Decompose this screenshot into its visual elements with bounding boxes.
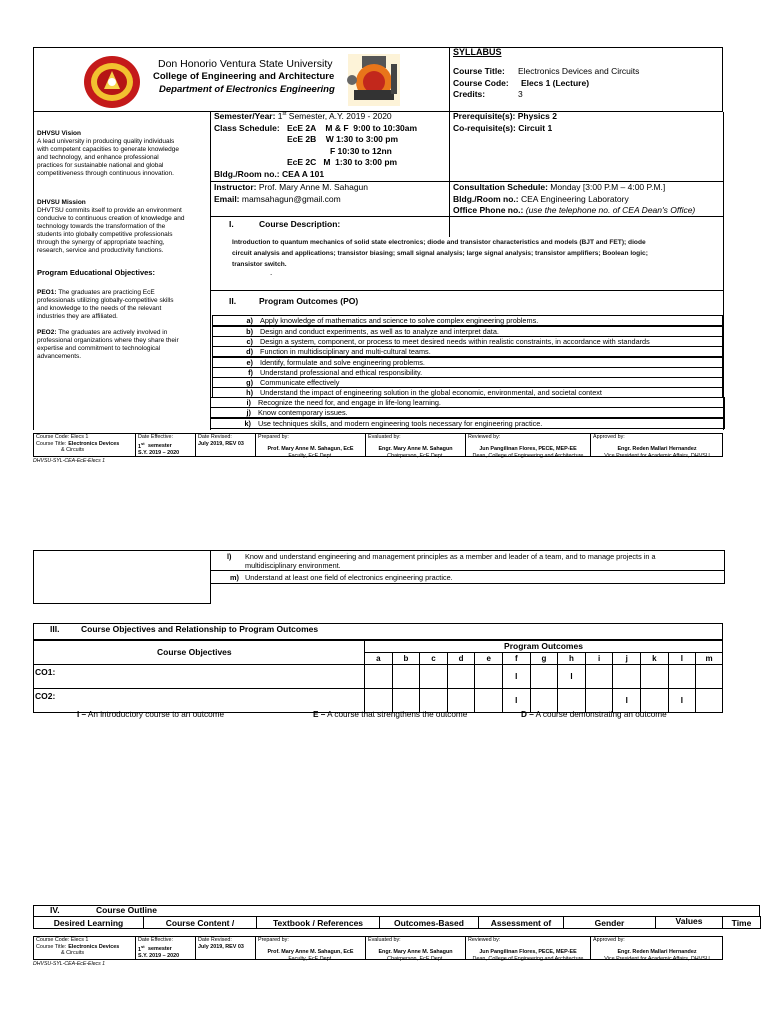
footer-text: Prof. Mary Anne M. Sahagun, EcE xyxy=(267,948,354,955)
footer-text: Jun Pangilinan Flores, PECE, MEP-EE xyxy=(479,445,577,452)
syllabus-heading: SYLLABUS xyxy=(453,47,502,57)
co-mark-cell xyxy=(695,664,723,689)
footer-line xyxy=(468,434,588,441)
po-letter-k: k xyxy=(640,652,669,665)
schedule-ece2b-fri: F 10:30 to 12nn xyxy=(330,146,392,156)
footer-cell xyxy=(468,937,588,962)
footer-text: Engr. Reden Mallari Hernandez xyxy=(617,948,697,955)
footer-text: Engr. Mary Anne M. Sahagun xyxy=(378,948,453,955)
footer-page-2 xyxy=(33,936,723,966)
office-phone-line: Office Phone no.: (use the telephone no. of CEA Dean's Office) xyxy=(453,205,696,215)
footer-text: S.Y. 2019 – 2020 xyxy=(138,952,180,959)
co-mark-cell xyxy=(474,664,503,689)
footer-text: Date Effective: xyxy=(138,434,173,440)
footer-text: Evaluated by: xyxy=(368,937,401,943)
po-letter-m: m xyxy=(695,652,723,665)
footer-line xyxy=(36,447,119,454)
po-letter-b: b xyxy=(392,652,421,665)
po-l-letter: l) xyxy=(227,552,232,561)
course-description-title: Course Description: xyxy=(259,219,341,229)
footer-line xyxy=(593,453,721,460)
po-letter-d: d xyxy=(447,652,476,665)
footer-line xyxy=(258,446,363,453)
program-outcome-text: Understand professional and ethical responsibility. xyxy=(260,368,423,377)
co-mark-cell: I xyxy=(502,688,531,713)
peo2-text: PEO2: The graduates are actively involved in professional organizations where they share their expertise and commitment to technological advancements. xyxy=(37,329,179,360)
course-outline-col-header: Gender xyxy=(563,916,656,929)
footer-line xyxy=(258,949,363,956)
legend xyxy=(33,710,723,720)
legend-strengthens: E – A course that strengthens the outcome xyxy=(313,710,468,719)
program-outcome-text: Identify, formulate and solve engineering problems. xyxy=(260,358,425,367)
footer-line xyxy=(36,944,119,951)
footer-line xyxy=(138,434,179,441)
co-mark-cell: I xyxy=(502,664,531,689)
university-name: Don Honorio Ventura State University xyxy=(158,58,333,70)
peo1-text: PEO1: The graduates are practicing EcE professionals utilizing globally-competitive skills and knowledge to the needs of the relevant industries they are affiliated. xyxy=(37,289,174,320)
footer-text: Date Effective: xyxy=(138,937,173,943)
po-letter-a: a xyxy=(364,652,393,665)
footer-cell xyxy=(138,937,179,960)
footer-line xyxy=(368,434,463,441)
credits-value: 3 xyxy=(518,89,523,99)
program-outcome-text: Function in multidisciplinary and multi-cultural teams. xyxy=(260,347,431,356)
footer-line xyxy=(368,453,463,460)
footer-line xyxy=(258,434,363,441)
footer-line xyxy=(36,441,119,448)
footer-cell xyxy=(258,937,363,962)
footer-cell xyxy=(593,937,721,962)
footer-line xyxy=(593,446,721,453)
footer-cell xyxy=(198,434,244,447)
course-outline-num: IV. xyxy=(50,905,60,915)
footer-line xyxy=(198,441,244,448)
schedule-ece2c: EcE 2C M 1:30 to 3:00 pm xyxy=(287,157,398,167)
footer-line xyxy=(593,949,721,956)
program-outcome-row xyxy=(212,315,723,326)
program-outcome-text: Recognize the need for, and engage in life-long learning. xyxy=(258,398,441,407)
program-outcome-row xyxy=(210,407,725,418)
co-mark-cell xyxy=(419,664,448,689)
college-name: College of Engineering and Architecture xyxy=(153,71,335,82)
vision-title: DHVSU Vision xyxy=(37,130,81,137)
footer-text: Reviewed by: xyxy=(468,937,501,943)
footer-sup: st xyxy=(141,943,145,949)
consultation-line: Consultation Schedule: Monday [3:00 P.M – 4:00 P.M.] xyxy=(453,182,666,192)
document-code: DHVSU-SYL-CEA-EcE-Elecs 1 xyxy=(33,961,106,967)
po-letter-f: f xyxy=(502,652,531,665)
footer-text: Course Code: Elecs 1 xyxy=(36,937,89,943)
footer-cell xyxy=(36,434,119,454)
footer-line xyxy=(36,937,119,944)
footer-text: Prof. Mary Anne M. Sahagun, EcE xyxy=(267,445,354,452)
co-row-label-cell xyxy=(33,664,365,689)
po-letter-c: c xyxy=(419,652,448,665)
course-outline-col-header: Time xyxy=(722,916,761,929)
program-outcome-letter: c) xyxy=(246,337,253,346)
footer-text: 1 xyxy=(138,443,141,450)
footer-text: semester xyxy=(146,443,172,450)
program-outcome-letter: i) xyxy=(246,398,251,407)
co-mark-cell xyxy=(612,664,641,689)
footer-line xyxy=(468,956,588,963)
course-description-text: Introduction to quantum mechanics of solid state electronics; diode and transistor characteristics and models (BJT and FET); diode circuit analysis and applications; transistor biasing; small signal analysis; large signal analysis; transistor amplifiers; Boolean logic; transistor switch. xyxy=(232,239,648,268)
footer-line xyxy=(258,453,363,460)
program-outcome-text: Know contemporary issues. xyxy=(258,408,348,417)
footer-line xyxy=(593,937,721,944)
corequisite: Co-requisite(s): Circuit 1 xyxy=(453,123,553,133)
footer-text: Dean, College of Engineering and Architecture xyxy=(472,955,584,962)
footer-cell xyxy=(36,937,119,957)
footer-text: Engr. Mary Anne M. Sahagun xyxy=(378,445,453,452)
footer-text: Chairperson, EcE Dept. xyxy=(387,452,444,459)
footer-line xyxy=(138,450,179,457)
program-outcomes-title: Program Outcomes (PO) xyxy=(259,296,359,306)
co-row-label: CO2: xyxy=(35,691,56,701)
footer-sup: st xyxy=(141,440,145,446)
footer-line xyxy=(138,441,179,450)
program-outcome-text: Communicate effectively xyxy=(260,378,340,387)
program-outcome-letter: k) xyxy=(244,419,251,428)
footer-text: Faculty, EcE Dept. xyxy=(288,955,333,962)
footer-line xyxy=(258,956,363,963)
course-objectives-title: Course Objectives and Relationship to Program Outcomes xyxy=(81,624,319,634)
footer-line xyxy=(368,949,463,956)
footer-line xyxy=(468,937,588,944)
po-letter-g: g xyxy=(530,652,559,665)
department-name: Department of Electronics Engineering xyxy=(159,84,335,95)
legend-introductory: I – An introductory course to an outcome xyxy=(77,710,225,719)
footer-text: Evaluated by: xyxy=(368,434,401,440)
footer-cell xyxy=(368,937,463,962)
course-outline-col-header: Textbook / References xyxy=(256,916,380,929)
footer-text: Approved by: xyxy=(593,937,625,943)
footer-cell xyxy=(258,434,363,459)
engineering-logo xyxy=(342,50,406,110)
course-outline-col-header: Values xyxy=(655,916,723,929)
footer-text: Vice President for Academic Affairs, DHVSU xyxy=(604,452,710,459)
co-row-label: CO1: xyxy=(35,667,56,677)
footer-text: Reviewed by: xyxy=(468,434,501,440)
footer-cell xyxy=(593,434,721,459)
program-outcome-row xyxy=(212,346,723,357)
po-continuation-left-box xyxy=(33,550,211,604)
footer-cell xyxy=(468,434,588,459)
po-letter-j: j xyxy=(612,652,641,665)
mission-text: DHVTSU commits itself to provide an environment conducive to continuous creation of knowledge and technology towards the transformation of the students into globally competitive professionals through the synergy of appropriate teaching, research, service and productivity functions. xyxy=(37,207,185,254)
po-l-text: Know and understand engineering and management principles as a member and leader of a team, and to manage projects in a multidisciplinary environment. xyxy=(245,552,656,570)
footer-text: July 2019, REV 03 xyxy=(198,440,244,447)
instructor-line: Instructor: Prof. Mary Anne M. Sahagun xyxy=(214,182,369,192)
course-title-label: Course Title: xyxy=(453,66,505,76)
po-letter-i: i xyxy=(585,652,614,665)
footer-text: Date Revised: xyxy=(198,434,232,440)
course-outline-title: Course Outline xyxy=(96,905,157,915)
footer-line xyxy=(468,453,588,460)
program-outcome-letter: b) xyxy=(246,327,253,336)
footer-cell xyxy=(368,434,463,459)
footer-text: Jun Pangilinan Flores, PECE, MEP-EE xyxy=(479,948,577,955)
footer-text: Vice President for Academic Affairs, DHVSU xyxy=(604,955,710,962)
course-objectives-num: III. xyxy=(50,624,60,634)
po-letter-l: l xyxy=(668,652,697,665)
mission-title: DHVSU Mission xyxy=(37,199,86,206)
course-description-dot: . xyxy=(270,268,273,277)
program-outcome-text: Use techniques skills, and modern engineering tools necessary for engineering practice. xyxy=(258,419,543,428)
footer-line xyxy=(258,937,363,944)
footer-text: Course Title: xyxy=(36,943,67,950)
footer-line xyxy=(138,937,179,944)
room-line: Bldg./Room no.: CEA A 101 xyxy=(214,169,325,179)
class-schedule-label: Class Schedule: xyxy=(214,123,280,133)
footer-text: Prepared by: xyxy=(258,434,289,440)
schedule-ece2b: EcE 2B W 1:30 to 3:00 pm xyxy=(287,134,399,144)
program-outcome-text: Design a system, component, or process to meet desired needs within realistic constraints, in accordance with standards xyxy=(260,337,650,346)
footer-text: Date Revised: xyxy=(198,937,232,943)
footer-line xyxy=(468,949,588,956)
prerequisite: Prerequisite(s): Physics 2 xyxy=(453,111,557,121)
footer-text: 1 xyxy=(138,946,141,953)
footer-cell xyxy=(138,434,179,457)
program-outcome-letter: a) xyxy=(246,316,253,325)
footer-text: & Circuits xyxy=(61,447,85,454)
co-mark-cell xyxy=(668,664,697,689)
footer-line xyxy=(36,950,119,957)
footer-line xyxy=(368,937,463,944)
course-outline-col-header: Outcomes-Based xyxy=(379,916,479,929)
po-m-text: Understand at least one field of electronics engineering practice. xyxy=(245,573,453,582)
co-mark-cell xyxy=(530,664,559,689)
co-mark-cell xyxy=(392,664,421,689)
program-outcome-text: Apply knowledge of mathematics and science to solve complex engineering problems. xyxy=(260,316,539,325)
po-m-letter: m) xyxy=(230,573,239,582)
course-title-value: Electronics Devices and Circuits xyxy=(518,66,640,76)
footer-text: Chairperson, EcE Dept. xyxy=(387,955,444,962)
schedule-ece2a: EcE 2A M & F 9:00 to 10:30am xyxy=(287,123,418,133)
footer-line xyxy=(368,446,463,453)
program-outcome-letter: e) xyxy=(246,358,253,367)
course-code-value: Elecs 1 (Lecture) xyxy=(521,78,590,88)
program-outcomes-num: II. xyxy=(229,296,237,306)
footer-line xyxy=(198,937,244,944)
co-mark-cell xyxy=(585,664,614,689)
lab-room-line: Bldg./Room no.: CEA Engineering Laboratory xyxy=(453,194,629,204)
footer-text: Course Code: Elecs 1 xyxy=(36,434,89,440)
program-outcome-letter: f) xyxy=(248,368,253,377)
footer-line xyxy=(198,434,244,441)
footer-text: Electronics Devices xyxy=(68,440,120,447)
vision-text: A lead university in producing quality individuals with competent capacities to generate knowledge and technology, and enhance professional practices for sustainable national and global competitiveness through continuous innovation. xyxy=(37,138,180,177)
footer-page-1 xyxy=(33,433,723,463)
footer-line xyxy=(593,434,721,441)
footer-text: Engr. Reden Mallari Hernandez xyxy=(617,445,697,452)
footer-text: Approved by: xyxy=(593,434,625,440)
program-outcome-letter: h) xyxy=(246,388,253,397)
footer-text: Electronics Devices xyxy=(68,943,120,950)
legend-demonstrating: D – A course demonstrating an outcome xyxy=(521,710,667,719)
footer-line xyxy=(368,956,463,963)
footer-line xyxy=(593,956,721,963)
program-outcome-letter: g) xyxy=(246,378,253,387)
footer-text: Course Title: xyxy=(36,440,67,447)
credits-label: Credits: xyxy=(453,89,486,99)
footer-line xyxy=(198,944,244,951)
footer-line xyxy=(36,434,119,441)
co-mark-cell xyxy=(364,664,393,689)
email-line: Email: mamsahagun@gmail.com xyxy=(214,194,341,204)
footer-text: Faculty, EcE Dept. xyxy=(288,452,333,459)
document-code: DHVSU-SYL-CEA-EcE-Elecs 1 xyxy=(33,458,106,464)
footer-text: semester xyxy=(146,946,172,953)
co-mark-cell: I xyxy=(557,664,586,689)
footer-cell xyxy=(198,937,244,950)
program-outcome-text: Understand the impact of engineering solution in the global economic, environmental, and societal context xyxy=(260,388,602,397)
course-outline-col-header: Assessment of xyxy=(478,916,564,929)
course-description-num: I. xyxy=(229,219,234,229)
co-mark-cell xyxy=(447,664,476,689)
program-outcome-letter: d) xyxy=(246,347,253,356)
po-letter-h: h xyxy=(557,652,586,665)
footer-line xyxy=(138,953,179,960)
footer-text: July 2019, REV 03 xyxy=(198,943,244,950)
university-seal-logo xyxy=(82,55,142,109)
semester-line: Semester/Year: 1st Semester, A.Y. 2019 - 2020 xyxy=(214,111,392,121)
co-mark-cell: I xyxy=(612,688,641,713)
footer-text: Dean, College of Engineering and Architecture xyxy=(472,452,584,459)
footer-text: S.Y. 2019 – 2020 xyxy=(138,449,180,456)
po-letter-e: e xyxy=(474,652,503,665)
program-outcome-text: Design and conduct experiments, as well as to analyze and interpret data. xyxy=(260,327,499,336)
footer-text: Prepared by: xyxy=(258,937,289,943)
co-mark-cell: I xyxy=(668,688,697,713)
footer-line xyxy=(138,944,179,953)
course-outline-col-header: Desired Learning xyxy=(33,916,144,929)
footer-line xyxy=(468,446,588,453)
co-header-label: Course Objectives xyxy=(157,647,232,657)
footer-text: & Circuits xyxy=(61,950,85,957)
co-mark-cell xyxy=(640,664,669,689)
program-outcome-letter: j) xyxy=(246,408,251,417)
course-outline-col-header: Course Content / xyxy=(143,916,257,929)
po-header-label: Program Outcomes xyxy=(504,641,583,651)
course-code-label: Course Code: xyxy=(453,78,509,88)
program-outcome-row xyxy=(210,418,725,429)
peo-title: Program Educational Objectives: xyxy=(37,268,155,277)
